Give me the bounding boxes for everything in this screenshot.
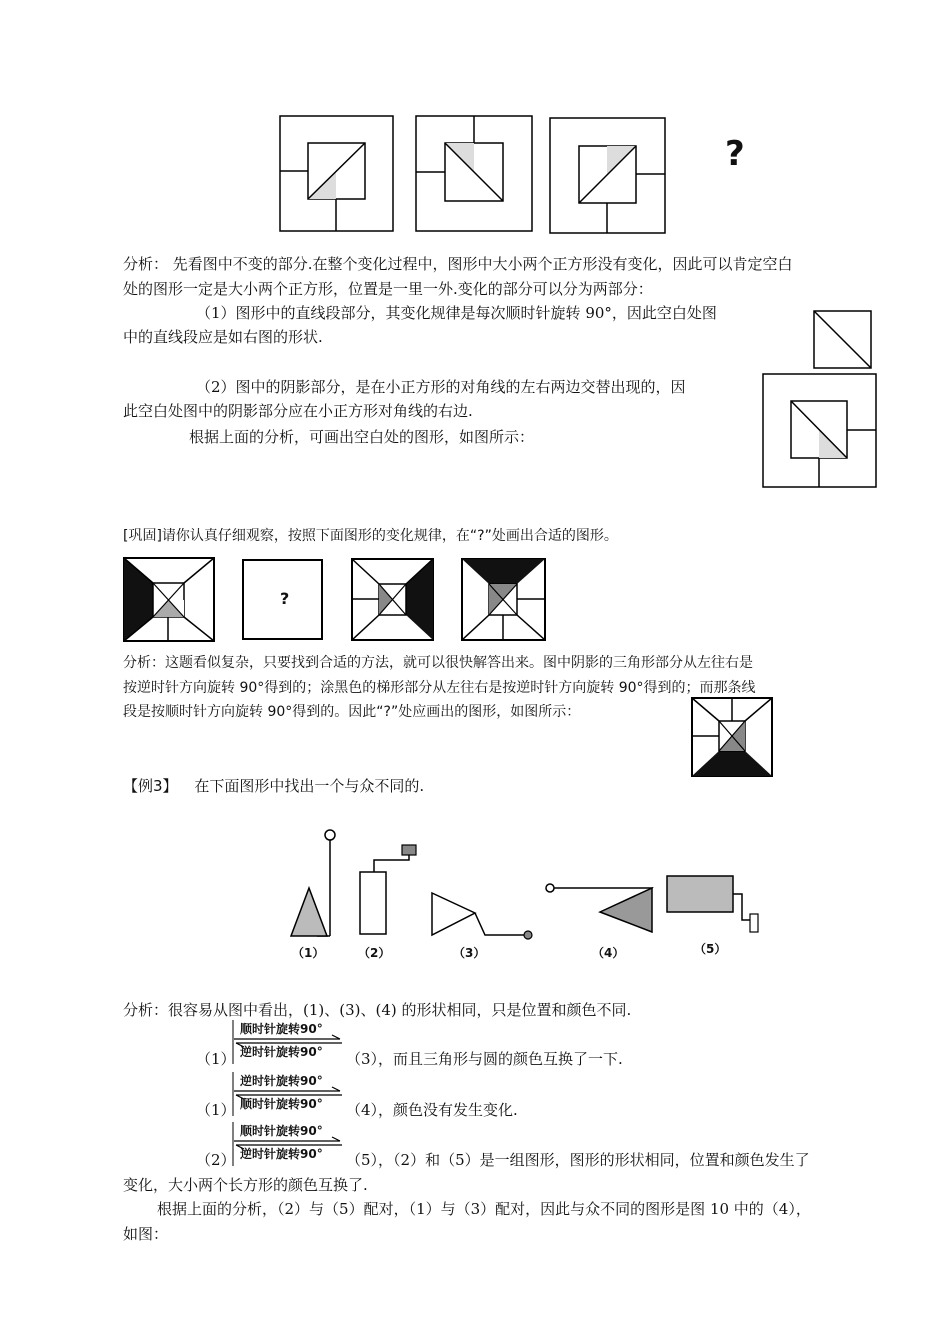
- sequence-figure-3: [549, 117, 667, 235]
- consolidate-figure-4: [461, 558, 547, 642]
- arrow-box-2-bottom-label: 顺时针旋转90°: [240, 1097, 323, 1111]
- analysis-1-conclusion: 根据上面的分析，可画出空白处的图形，如图所示：: [189, 428, 535, 446]
- question-mark: ?: [725, 134, 745, 174]
- analysis-1-point-1-line-2: 中的直线段应是如右图的形状.: [123, 328, 323, 346]
- consolidate-figure-1: [123, 557, 215, 642]
- relation-2-right: （4），颜色没有发生变化.: [346, 1101, 518, 1119]
- example-figure-4: [540, 878, 660, 938]
- arrow-box-3-top-label: 顺时针旋转90°: [240, 1124, 323, 1138]
- relation-3-right: （5），（2）和（5）是一组图形，图形的形状相同，位置和颜色发生了: [346, 1151, 810, 1169]
- consolidate-answer-figure: [691, 697, 773, 777]
- example-figure-1: [285, 828, 337, 940]
- example-3-heading: [123, 776, 424, 796]
- analysis-1-point-2-line-1: （2）图中的阴影部分，是在小正方形的对角线的左右两边交替出现的，因: [196, 378, 686, 396]
- arrow-box-2-top-label: 逆时针旋转90°: [240, 1074, 323, 1088]
- example-figure-5: [664, 870, 764, 938]
- relation-1-right: （3），而且三角形与圆的颜色互换了一下.: [346, 1050, 623, 1068]
- figure-label-3: （3）: [453, 946, 486, 960]
- relation-3-continued: 变化，大小两个长方形的颜色互换了.: [123, 1176, 368, 1194]
- arrow-box-1: [232, 1020, 344, 1064]
- arrow-box-2: [232, 1072, 344, 1116]
- analysis-2-line-3: 段是按顺时针方向旋转 90°得到的。因此“?”处应画出的图形，如图所示：: [123, 704, 581, 720]
- arrow-box-1-bottom-label: 逆时针旋转90°: [240, 1045, 323, 1059]
- arrow-box-3: [232, 1122, 344, 1166]
- analysis-1-point-1-line-1: （1）图形中的直线段部分，其变化规律是每次顺时针旋转 90°，因此空白处图: [196, 304, 717, 322]
- conclusion-line-1: 根据上面的分析，（2）与（5）配对，（1）与（3）配对，因此与众不同的图形是图 10 中的（4），: [157, 1200, 811, 1218]
- example-figure-3: [425, 885, 535, 943]
- figure-label-1: （1）: [292, 946, 325, 960]
- consolidate-question-mark: ?: [280, 589, 290, 608]
- answer-figure-1: [762, 373, 878, 489]
- analysis-1-line-1: 分析： 先看图中不变的部分.在整个变化过程中，图形中大小两个正方形没有变化，因此可以肯定空白: [123, 255, 793, 273]
- sequence-figure-2: [415, 115, 533, 233]
- arrow-box-3-bottom-label: 逆时针旋转90°: [240, 1147, 323, 1161]
- example-3-label: 【例3】: [123, 777, 178, 795]
- sequence-figure-1: [279, 115, 395, 233]
- arrow-box-1-top-label: 顺时针旋转90°: [240, 1022, 323, 1036]
- analysis-1-point-2-line-2: 此空白处图中的阴影部分应在小正方形对角线的右边.: [123, 402, 473, 420]
- example-3-text: 在下面图形中找出一个与众不同的.: [194, 777, 425, 795]
- diagonal-line-figure: [813, 310, 873, 370]
- analysis-1-line-2: 处的图形一定是大小两个正方形，位置是一里一外.变化的部分可以分为两部分：: [123, 280, 653, 298]
- analysis-3-line-1: 分析：很容易从图中看出，(1)、(3)、(4) 的形状相同，只是位置和颜色不同.: [123, 1001, 632, 1019]
- analysis-2-line-2: 按逆时针方向旋转 90°得到的；涂黑色的梯形部分从左往右是按逆时针方向旋转 90°得到的；而那条线: [123, 680, 756, 696]
- consolidate-figure-3: [351, 558, 435, 642]
- figure-label-4: （4）: [592, 946, 625, 960]
- relation-2-left: （1）: [196, 1101, 236, 1119]
- example-figure-2: [354, 840, 422, 938]
- consolidate-prompt: [巩固]请你认真仔细观察，按照下面图形的变化规律，在“?”处画出合适的图形。: [123, 528, 618, 544]
- conclusion-line-2: 如图：: [123, 1225, 169, 1243]
- figure-label-5: （5）: [694, 942, 727, 956]
- relation-1-left: （1）: [196, 1050, 236, 1068]
- relation-3-left: （2）: [196, 1151, 236, 1169]
- analysis-2-line-1: 分析：这题看似复杂，只要找到合适的方法，就可以很快解答出来。图中阴影的三角形部分从左往右是: [123, 655, 753, 671]
- figure-label-2: （2）: [358, 946, 391, 960]
